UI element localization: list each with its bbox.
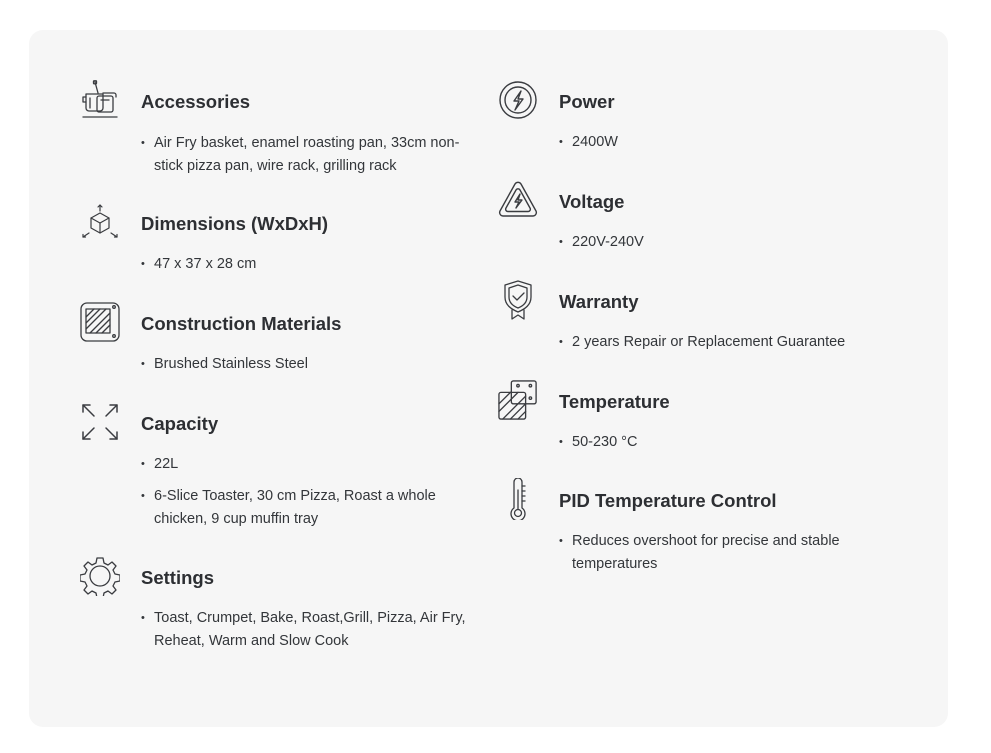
expand-arrows-icon xyxy=(80,402,120,442)
list-item: • 220V-240V xyxy=(559,231,872,254)
list-item: • Brushed Stainless Steel xyxy=(141,353,484,376)
temperature-plate-icon xyxy=(498,380,538,420)
power-title: Power xyxy=(559,91,615,112)
settings-list xyxy=(141,607,484,653)
construction-title: Construction Materials xyxy=(141,313,342,334)
warranty-title: Warranty xyxy=(559,291,639,312)
list-item: • 22L xyxy=(141,453,484,476)
high-voltage-icon xyxy=(498,180,538,220)
shield-check-icon xyxy=(498,280,538,320)
warranty-list xyxy=(559,331,872,354)
construction-list xyxy=(141,353,484,376)
lightning-circle-icon xyxy=(498,80,538,120)
list-item: • 50-230 °C xyxy=(559,431,872,454)
accessories-list xyxy=(141,132,484,178)
pid-list xyxy=(559,530,872,576)
voltage-list xyxy=(559,231,872,254)
list-item: • 2 years Repair or Replacement Guarantee xyxy=(559,331,872,354)
thermometer-icon xyxy=(498,479,538,519)
pid-title: PID Temperature Control xyxy=(559,490,777,511)
temperature-list xyxy=(559,431,872,454)
accessories-title: Accessories xyxy=(141,91,251,112)
cookware-icon xyxy=(80,80,120,120)
voltage-title: Voltage xyxy=(559,191,625,212)
capacity-title: Capacity xyxy=(141,413,219,434)
list-item: • Toast, Crumpet, Bake, Roast,Grill, Pizza, Air Fry, Reheat, Warm and Slow Cook xyxy=(141,607,484,653)
dimensions-title: Dimensions (WxDxH) xyxy=(141,213,329,234)
dimensions-list xyxy=(141,253,484,276)
list-item: • 2400W xyxy=(559,131,872,154)
list-item: • Air Fry basket, enamel roasting pan, 33cm non-stick pizza pan, wire rack, grilling rack xyxy=(141,132,484,178)
list-item: • Reduces overshoot for precise and stable temperatures xyxy=(559,530,872,576)
gear-icon xyxy=(80,556,120,596)
cube-dimensions-icon xyxy=(80,203,120,243)
list-item: • 6-Slice Toaster, 30 cm Pizza, Roast a whole chicken, 9 cup muffin tray xyxy=(141,485,484,531)
list-item: • 47 x 37 x 28 cm xyxy=(141,253,484,276)
power-list xyxy=(559,131,872,154)
material-plate-icon xyxy=(80,302,120,342)
capacity-list xyxy=(141,453,484,531)
temperature-title: Temperature xyxy=(559,391,670,412)
settings-title: Settings xyxy=(141,567,214,588)
